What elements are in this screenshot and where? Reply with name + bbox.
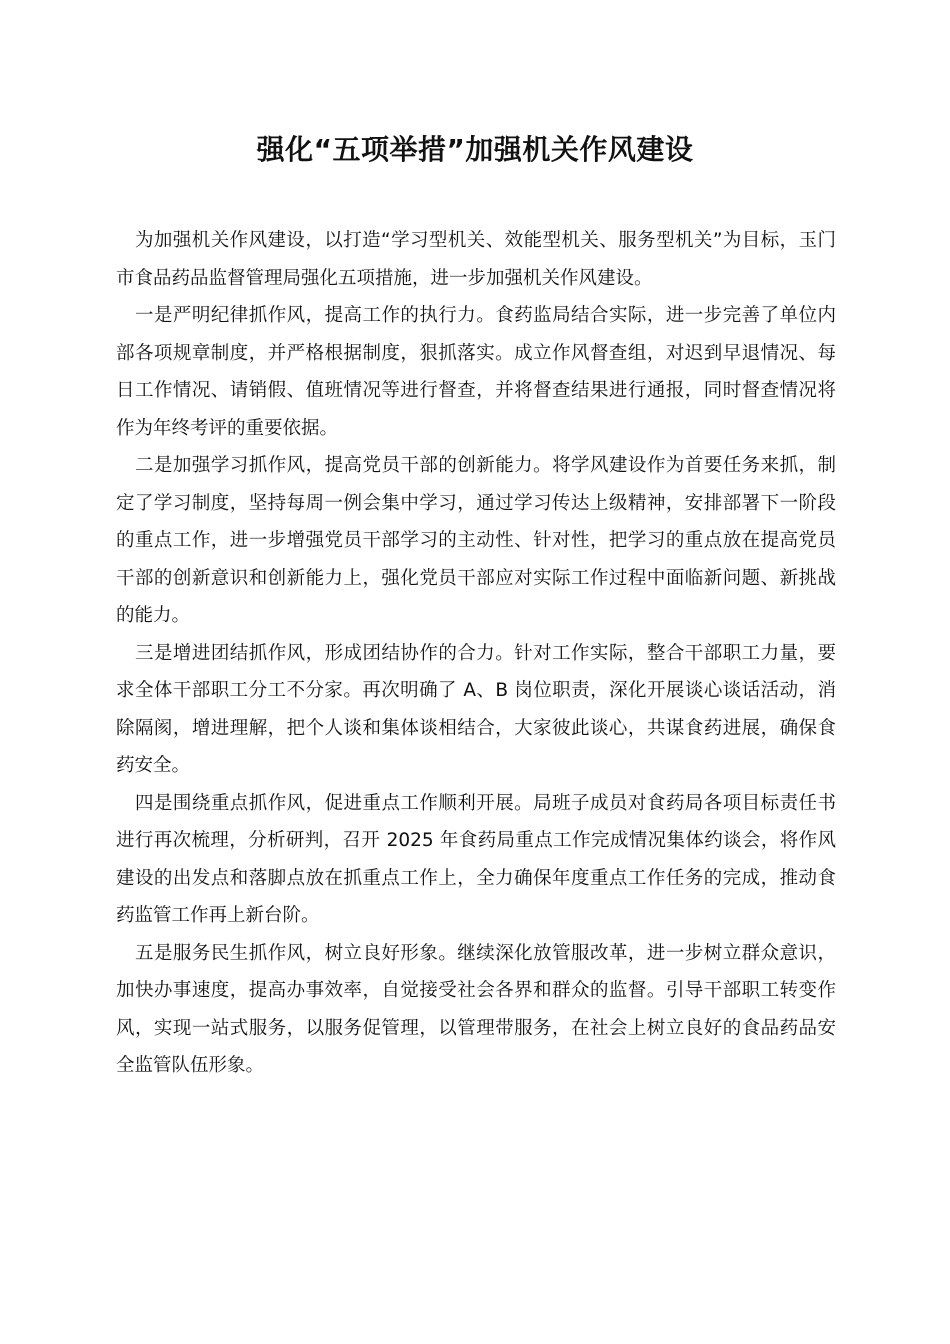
paragraph-measure-5: 五是服务民生抓作风，树立良好形象。继续深化放管服改革，进一步树立群众意识，加快办事速度，提高办事效率，自觉接受社会各界和群众的监督。引导干部职工转变作风，实现一站式服务，以服务促管理，以管理带服务，在社会上树立良好的食品药品安全监管队伍形象。 (116, 942, 836, 1076)
document-body (116, 222, 836, 1085)
paragraph-measure-4: 四是围绕重点抓作风，促进重点工作顺利开展。局班子成员对食药局各项目标责任书进行再次梳理，分析研判，召开 2025 年食药局重点工作完成情况集体约谈会，将作风建设的出发点和落脚点放在抓重点工作上，全力确保年度重点工作任务的完成，推动食药监管工作再上新台阶。 (116, 792, 836, 926)
paragraph-measure-1: 一是严明纪律抓作风，提高工作的执行力。食药监局结合实际，进一步完善了单位内部各项规章制度，并严格根据制度，狠抓落实。成立作风督查组，对迟到早退情况、每日工作情况、请销假、值班情况等进行督查，并将督查结果进行通报，同时督查情况将作为年终考评的重要依据。 (116, 305, 836, 439)
paragraph-measure-2: 二是加强学习抓作风，提高党员干部的创新能力。将学风建设作为首要任务来抓，制定了学习制度，坚持每周一例会集中学习，通过学习传达上级精神，安排部署下一阶段的重点工作，进一步增强党员干部学习的主动性、针对性，把学习的重点放在提高党员干部的创新意识和创新能力上，强化党员干部应对实际工作过程中面临新问题、新挑战的能力。 (116, 455, 836, 626)
paragraph-measure-3: 三是增进团结抓作风，形成团结协作的合力。针对工作实际，整合干部职工力量，要求全体干部职工分工不分家。再次明确了 A、B 岗位职责，深化开展谈心谈话活动，消除隔阂，增进理解，把个人谈和集体谈相结合，大家彼此谈心，共谋食药进展，确保食药安全。 (116, 642, 836, 776)
paragraph-intro: 为加强机关作风建设，以打造“学习型机关、效能型机关、服务型机关”为目标，玉门市食品药品监督管理局强化五项措施，进一步加强机关作风建设。 (116, 230, 836, 289)
document-title: 强化“五项举措”加强机关作风建设 (256, 133, 694, 166)
